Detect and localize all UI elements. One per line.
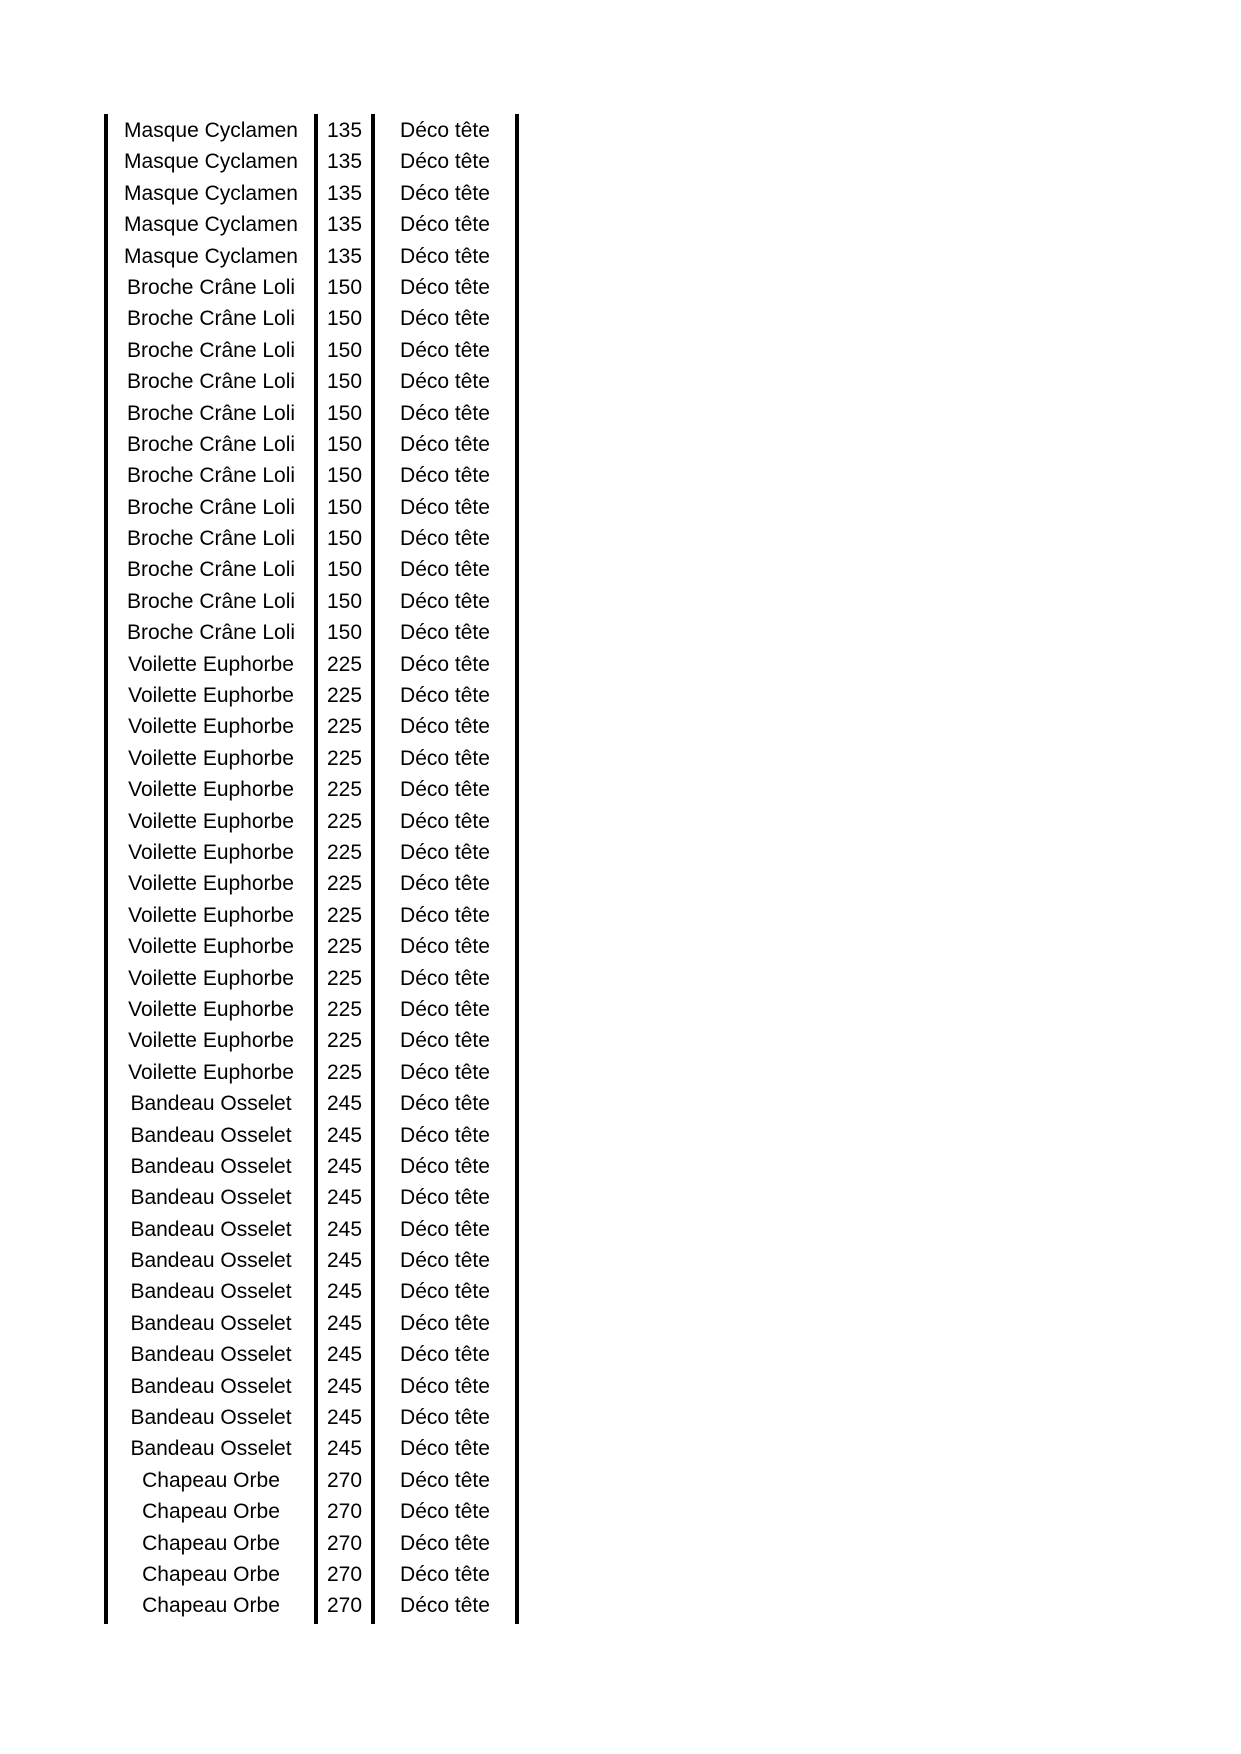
table-row xyxy=(104,1528,520,1559)
item-price-cell: 270 xyxy=(326,1562,363,1586)
item-category-cell: Déco tête xyxy=(400,966,490,990)
table-row xyxy=(104,711,520,742)
item-category-cell: Déco tête xyxy=(400,464,490,488)
item-category-cell: Déco tête xyxy=(400,621,490,645)
item-name-cell: Bandeau Osselet xyxy=(130,1092,292,1116)
item-category-cell: Déco tête xyxy=(400,370,490,394)
item-category-cell: Déco tête xyxy=(400,1092,490,1116)
item-name-cell: Broche Crâne Loli xyxy=(126,432,296,456)
item-name-cell: Voilette Euphorbe xyxy=(128,715,294,739)
item-price-cell: 150 xyxy=(326,370,363,394)
table-row xyxy=(104,1402,520,1433)
item-name-cell: Voilette Euphorbe xyxy=(128,935,294,959)
item-price-cell: 245 xyxy=(326,1374,363,1398)
item-category-cell: Déco tête xyxy=(400,1029,490,1053)
item-category-cell: Déco tête xyxy=(400,1437,490,1461)
item-name-cell: Bandeau Osselet xyxy=(130,1343,292,1367)
table-row xyxy=(104,680,520,711)
table-row xyxy=(104,1025,520,1056)
item-price-cell: 150 xyxy=(326,307,363,331)
item-name-cell: Voilette Euphorbe xyxy=(128,1029,294,1053)
item-category-cell: Déco tête xyxy=(400,778,490,802)
item-category-cell: Déco tête xyxy=(400,809,490,833)
item-name-cell: Masque Cyclamen xyxy=(124,150,298,174)
item-price-cell: 245 xyxy=(326,1217,363,1241)
table-row xyxy=(104,743,520,774)
item-price-cell: 245 xyxy=(326,1280,363,1304)
item-name-cell: Broche Crâne Loli xyxy=(126,495,296,519)
item-price-cell: 135 xyxy=(326,150,363,174)
table-row xyxy=(104,429,520,460)
item-price-cell: 225 xyxy=(326,1029,363,1053)
table-row xyxy=(104,1276,520,1307)
item-name-cell: Bandeau Osselet xyxy=(130,1217,292,1241)
item-price-cell: 135 xyxy=(326,181,363,205)
item-name-cell: Broche Crâne Loli xyxy=(126,558,296,582)
item-price-cell: 150 xyxy=(326,401,363,425)
item-name-cell: Voilette Euphorbe xyxy=(128,840,294,864)
item-category-cell: Déco tête xyxy=(400,1123,490,1147)
table-row xyxy=(104,523,520,554)
item-price-cell: 225 xyxy=(326,840,363,864)
table-row xyxy=(104,1339,520,1370)
item-category-cell: Déco tête xyxy=(400,1406,490,1430)
item-price-cell: 225 xyxy=(326,872,363,896)
item-price-cell: 245 xyxy=(326,1343,363,1367)
table-row xyxy=(104,460,520,491)
item-category-cell: Déco tête xyxy=(400,935,490,959)
item-name-cell: Masque Cyclamen xyxy=(124,181,298,205)
item-price-cell: 150 xyxy=(326,558,363,582)
item-name-cell: Voilette Euphorbe xyxy=(128,684,294,708)
item-category-cell: Déco tête xyxy=(400,1500,490,1524)
item-name-cell: Broche Crâne Loli xyxy=(126,621,296,645)
table-row xyxy=(104,1057,520,1088)
item-price-cell: 245 xyxy=(326,1186,363,1210)
item-price-cell: 245 xyxy=(326,1406,363,1430)
table-row xyxy=(104,1151,520,1182)
table-row xyxy=(104,335,520,366)
table-row xyxy=(104,146,520,177)
table-row xyxy=(104,241,520,272)
table-row xyxy=(104,1308,520,1339)
item-name-cell: Voilette Euphorbe xyxy=(128,778,294,802)
item-price-cell: 245 xyxy=(326,1154,363,1178)
table-row xyxy=(104,900,520,931)
table-row xyxy=(104,303,520,334)
table-row xyxy=(104,1120,520,1151)
item-name-cell: Voilette Euphorbe xyxy=(128,872,294,896)
table-row xyxy=(104,1245,520,1276)
item-category-cell: Déco tête xyxy=(400,1154,490,1178)
item-category-cell: Déco tête xyxy=(400,401,490,425)
table-row xyxy=(104,272,520,303)
item-category-cell: Déco tête xyxy=(400,715,490,739)
item-price-cell: 270 xyxy=(326,1500,363,1524)
item-name-cell: Broche Crâne Loli xyxy=(126,307,296,331)
item-category-cell: Déco tête xyxy=(400,1217,490,1241)
item-price-cell: 150 xyxy=(326,432,363,456)
item-name-cell: Broche Crâne Loli xyxy=(126,401,296,425)
item-name-cell: Voilette Euphorbe xyxy=(128,1060,294,1084)
table-row xyxy=(104,649,520,680)
item-category-cell: Déco tête xyxy=(400,244,490,268)
table-row xyxy=(104,963,520,994)
item-price-cell: 270 xyxy=(326,1531,363,1555)
item-price-cell: 150 xyxy=(326,464,363,488)
item-category-cell: Déco tête xyxy=(400,307,490,331)
table-row xyxy=(104,1433,520,1464)
item-category-cell: Déco tête xyxy=(400,1562,490,1586)
item-name-cell: Bandeau Osselet xyxy=(130,1374,292,1398)
item-price-cell: 225 xyxy=(326,903,363,927)
item-category-cell: Déco tête xyxy=(400,652,490,676)
table-row xyxy=(104,931,520,962)
item-price-cell: 150 xyxy=(326,527,363,551)
table-row xyxy=(104,178,520,209)
item-price-cell: 150 xyxy=(326,589,363,613)
table-row xyxy=(104,586,520,617)
item-category-cell: Déco tête xyxy=(400,495,490,519)
table-row xyxy=(104,209,520,240)
item-category-cell: Déco tête xyxy=(400,1311,490,1335)
item-price-cell: 225 xyxy=(326,778,363,802)
item-price-cell: 225 xyxy=(326,1060,363,1084)
table-row xyxy=(104,492,520,523)
table-row xyxy=(104,1088,520,1119)
table-row xyxy=(104,994,520,1025)
item-category-cell: Déco tête xyxy=(400,872,490,896)
item-category-cell: Déco tête xyxy=(400,1343,490,1367)
item-name-cell: Masque Cyclamen xyxy=(124,244,298,268)
item-name-cell: Bandeau Osselet xyxy=(130,1406,292,1430)
item-category-cell: Déco tête xyxy=(400,432,490,456)
item-name-cell: Bandeau Osselet xyxy=(130,1311,292,1335)
item-category-cell: Déco tête xyxy=(400,1186,490,1210)
item-price-cell: 270 xyxy=(326,1594,363,1618)
item-price-cell: 135 xyxy=(326,213,363,237)
item-price-cell: 225 xyxy=(326,809,363,833)
item-category-cell: Déco tête xyxy=(400,181,490,205)
item-price-cell: 150 xyxy=(326,621,363,645)
item-name-cell: Chapeau Orbe xyxy=(142,1594,280,1618)
item-category-cell: Déco tête xyxy=(400,338,490,362)
item-category-cell: Déco tête xyxy=(400,1249,490,1273)
item-category-cell: Déco tête xyxy=(400,119,490,142)
table-row xyxy=(104,1182,520,1213)
item-category-cell: Déco tête xyxy=(400,527,490,551)
item-name-cell: Broche Crâne Loli xyxy=(126,589,296,613)
item-price-cell: 225 xyxy=(326,652,363,676)
item-category-cell: Déco tête xyxy=(400,275,490,299)
item-name-cell: Bandeau Osselet xyxy=(130,1123,292,1147)
item-category-cell: Déco tête xyxy=(400,903,490,927)
item-name-cell: Broche Crâne Loli xyxy=(126,527,296,551)
table-row xyxy=(104,1590,520,1621)
item-category-cell: Déco tête xyxy=(400,1280,490,1304)
item-price-cell: 150 xyxy=(326,338,363,362)
item-name-cell: Broche Crâne Loli xyxy=(126,338,296,362)
item-category-cell: Déco tête xyxy=(400,1594,490,1618)
item-category-cell: Déco tête xyxy=(400,684,490,708)
item-category-cell: Déco tête xyxy=(400,1531,490,1555)
item-name-cell: Bandeau Osselet xyxy=(130,1280,292,1304)
table-row xyxy=(104,1214,520,1245)
item-name-cell: Voilette Euphorbe xyxy=(128,746,294,770)
table-row xyxy=(104,868,520,899)
item-price-cell: 245 xyxy=(326,1437,363,1461)
item-name-cell: Broche Crâne Loli xyxy=(126,464,296,488)
item-price-cell: 245 xyxy=(326,1311,363,1335)
item-name-cell: Voilette Euphorbe xyxy=(128,966,294,990)
table-row xyxy=(104,617,520,648)
item-price-cell: 135 xyxy=(326,244,363,268)
table-row xyxy=(104,1465,520,1496)
item-price-cell: 225 xyxy=(326,997,363,1021)
item-name-cell: Broche Crâne Loli xyxy=(126,370,296,394)
table-body xyxy=(104,115,520,1622)
item-price-cell: 150 xyxy=(326,275,363,299)
item-price-cell: 225 xyxy=(326,935,363,959)
item-price-cell: 150 xyxy=(326,495,363,519)
table-row xyxy=(104,774,520,805)
item-price-cell: 225 xyxy=(326,966,363,990)
item-category-cell: Déco tête xyxy=(400,997,490,1021)
item-name-cell: Chapeau Orbe xyxy=(142,1531,280,1555)
item-category-cell: Déco tête xyxy=(400,1060,490,1084)
table-row xyxy=(104,1371,520,1402)
table-row xyxy=(104,554,520,585)
item-category-cell: Déco tête xyxy=(400,589,490,613)
item-price-cell: 245 xyxy=(326,1092,363,1116)
item-name-cell: Broche Crâne Loli xyxy=(126,275,296,299)
item-name-cell: Voilette Euphorbe xyxy=(128,652,294,676)
item-name-cell: Bandeau Osselet xyxy=(130,1249,292,1273)
item-price-cell: 245 xyxy=(326,1249,363,1273)
item-name-cell: Masque Cyclamen xyxy=(124,213,298,237)
table-row xyxy=(104,806,520,837)
item-price-cell: 225 xyxy=(326,684,363,708)
item-name-cell: Bandeau Osselet xyxy=(130,1154,292,1178)
item-name-cell: Voilette Euphorbe xyxy=(128,997,294,1021)
table-row xyxy=(104,398,520,429)
item-price-cell: 270 xyxy=(326,1468,363,1492)
item-category-cell: Déco tête xyxy=(400,746,490,770)
item-price-cell: 225 xyxy=(326,715,363,739)
table-row xyxy=(104,366,520,397)
item-name-cell: Bandeau Osselet xyxy=(130,1186,292,1210)
table-row xyxy=(104,115,520,146)
item-name-cell: Masque Cyclamen xyxy=(124,119,298,142)
item-price-cell: 135 xyxy=(326,119,363,142)
table-row xyxy=(104,1496,520,1527)
spreadsheet-table xyxy=(104,114,520,1624)
item-name-cell: Voilette Euphorbe xyxy=(128,809,294,833)
item-category-cell: Déco tête xyxy=(400,150,490,174)
item-category-cell: Déco tête xyxy=(400,840,490,864)
item-category-cell: Déco tête xyxy=(400,1374,490,1398)
item-category-cell: Déco tête xyxy=(400,1468,490,1492)
item-name-cell: Chapeau Orbe xyxy=(142,1500,280,1524)
item-price-cell: 225 xyxy=(326,746,363,770)
item-category-cell: Déco tête xyxy=(400,558,490,582)
item-category-cell: Déco tête xyxy=(400,213,490,237)
item-name-cell: Voilette Euphorbe xyxy=(128,903,294,927)
table-row xyxy=(104,837,520,868)
item-name-cell: Bandeau Osselet xyxy=(130,1437,292,1461)
item-price-cell: 245 xyxy=(326,1123,363,1147)
item-name-cell: Chapeau Orbe xyxy=(142,1562,280,1586)
table-row xyxy=(104,1559,520,1590)
item-name-cell: Chapeau Orbe xyxy=(142,1468,280,1492)
